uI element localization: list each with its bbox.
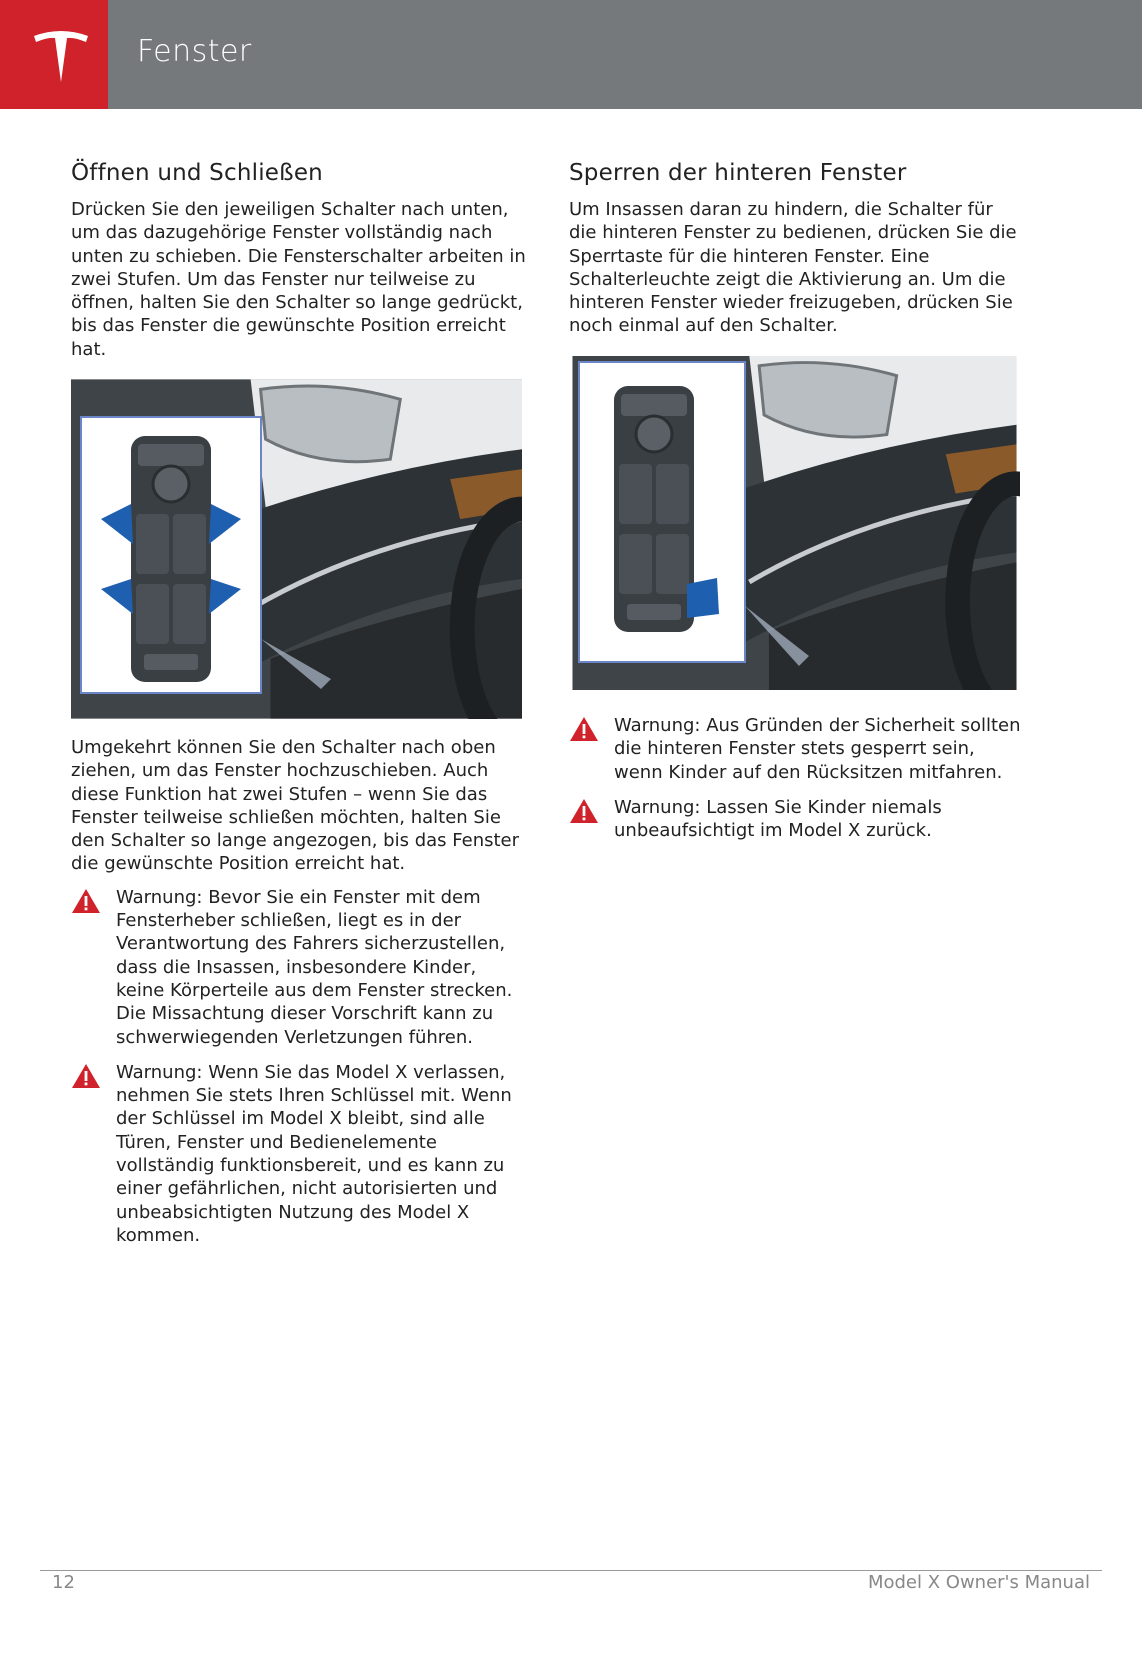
- body-paragraph: Umgekehrt können Sie den Schalter nach oben ziehen, um das Fenster hochzuschieben. Auch diese Funktion hat zwei Stufen – wenn Sie das Fenster teilweise schließen möchten, halten Sie den Schalter so lange angezogen, bis das Fenster die gewünschte Position erreicht hat.: [71, 737, 520, 875]
- warning-block: [569, 796, 1024, 843]
- page-number: 12: [52, 1572, 75, 1593]
- warning-text: Warnung: Aus Gründen der Sicherheit sollten die hinteren Fenster stets gesperrt sein, wenn Kinder auf den Rücksitzen mitfahren.: [614, 715, 1021, 783]
- manual-title: Model X Owner's Manual: [867, 1572, 1090, 1593]
- section-heading-open-close: Öffnen und Schließen: [71, 160, 323, 186]
- warning-icon: [569, 714, 614, 784]
- window-switch-illustration: [71, 379, 522, 719]
- warning-text: Warnung: Lassen Sie Kinder niemals unbeaufsichtigt im Model X zurück.: [614, 796, 942, 842]
- rear-window-lock-illustration: [569, 356, 1020, 690]
- intro-paragraph: Um Insassen daran zu hindern, die Schalter für die hinteren Fenster zu bedienen, drücken Sie die Sperrtaste für die hinteren Fenster. Eine Schalterleuchte zeigt die Aktivierung an. Um die hinteren Fenster wieder freizugeben, drücken Sie noch einmal auf den Schalter.: [569, 199, 1017, 337]
- warning-block: [71, 886, 526, 1049]
- page-title: Fenster: [137, 34, 252, 69]
- left-column: [71, 160, 526, 361]
- intro-paragraph: Drücken Sie den jeweiligen Schalter nach unten, um das dazugehörige Fenster vollständig nach unten zu schieben. Die Fensterschalter arbeiten in zwei Stufen. Um das Fenster nur teilweise zu öffnen, halten Sie den Schalter so lange gedrückt, bis das Fenster die gewünschte Position erreicht hat.: [71, 199, 526, 360]
- warning-icon: [569, 796, 614, 843]
- warning-icon: [71, 886, 116, 1049]
- right-column: [569, 160, 1024, 338]
- warning-text: Warnung: Bevor Sie ein Fenster mit dem Fensterheber schließen, liegt es in der Verantwortung des Fahrers sicherzustellen, dass die Insassen, insbesondere Kinder, keine Körperteile aus dem Fenster strecken. Die Missachtung dieser Vorschrift kann zu schwerwiegenden Verletzungen führen.: [116, 886, 513, 1048]
- warning-icon: [71, 1061, 116, 1247]
- section-heading-lock-rear: Sperren der hinteren Fenster: [569, 160, 907, 186]
- warning-block: [71, 1061, 526, 1247]
- warning-text: Warnung: Wenn Sie das Model X verlassen, nehmen Sie stets Ihren Schlüssel mit. Wenn der Schlüssel im Model X bleibt, sind alle Türen, Fenster und Bedienelemente vollständig funktionsbereit, und es kann zu einer gefährlichen, nicht autorisierten und unbeabsichtigten Nutzung des Model X kommen.: [116, 1061, 512, 1246]
- left-column-lower: [71, 736, 526, 1247]
- tesla-logo: [0, 0, 108, 109]
- page-header: [0, 0, 1142, 109]
- footer-divider: [40, 1570, 1102, 1571]
- arrow-icon: [687, 578, 719, 618]
- warning-block: [569, 714, 1024, 784]
- right-column-lower: [569, 714, 1024, 842]
